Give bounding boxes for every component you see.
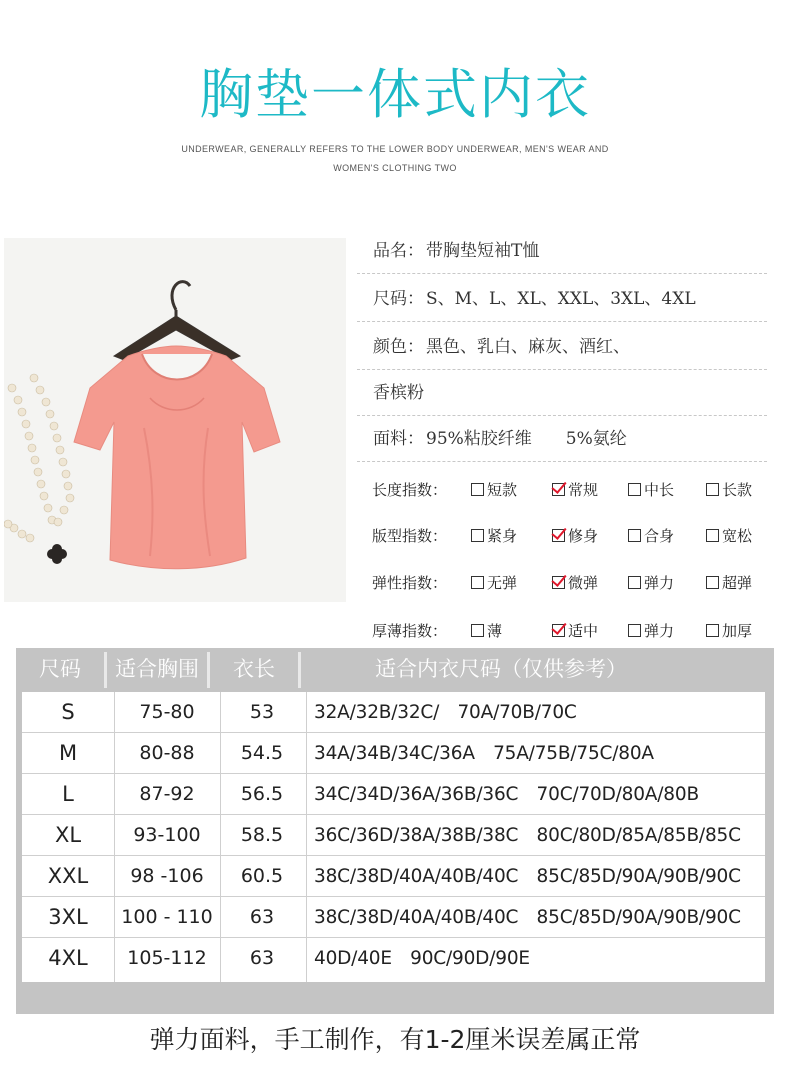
size-table-header	[16, 648, 774, 690]
index-option: 常规	[552, 479, 598, 500]
checkbox-icon	[706, 529, 719, 542]
index-option: 弹力	[628, 620, 674, 641]
cell-bra-size: 34C/34D/36A/36B/36C 70C/70D/80A/80B	[314, 784, 699, 805]
color-label: 颜色：	[373, 337, 424, 357]
index-option: 短款	[471, 479, 517, 500]
fabric-value: 95%粘胶纤维 5%氨纶	[426, 429, 627, 449]
page-title: 胸垫一体式内衣	[199, 63, 591, 126]
header-size: 尺码	[39, 657, 81, 681]
checked-checkbox-icon	[552, 624, 565, 637]
elasticity-index-row	[372, 570, 772, 596]
product-name-row	[357, 228, 767, 274]
index-option: 薄	[471, 620, 502, 641]
cell-bust: 105-112	[127, 947, 207, 969]
page-subtitle	[150, 140, 640, 178]
color-value-cont: 香槟粉	[373, 383, 424, 403]
cell-bust: 98 -106	[130, 865, 204, 887]
footer-note: 弹力面料，手工制作，有1-2厘米误差属正常	[149, 1025, 641, 1054]
cell-length: 54.5	[240, 742, 284, 764]
cell-bust: 100 - 110	[121, 906, 213, 928]
index-option: 微弹	[552, 572, 598, 593]
index-option: 紧身	[471, 525, 517, 546]
cell-length: 63	[249, 906, 275, 928]
checkbox-icon	[628, 483, 641, 496]
cell-size: L	[62, 782, 74, 806]
checkbox-icon	[628, 529, 641, 542]
header-length: 衣长	[233, 657, 275, 681]
index-label: 版型指数：	[372, 527, 448, 545]
checked-checkbox-icon	[552, 529, 565, 542]
cell-bra-size: 32A/32B/32C/ 70A/70B/70C	[314, 702, 577, 723]
table-row	[22, 692, 765, 733]
table-row	[22, 815, 765, 856]
index-label: 弹性指数：	[372, 574, 448, 592]
cell-length: 56.5	[240, 783, 284, 805]
subtitle-line-1: UNDERWEAR, GENERALLY REFERS TO THE LOWER BODY UNDERWEAR, MEN'S WEAR AND	[181, 144, 609, 154]
cell-size: 3XL	[48, 905, 88, 929]
table-row	[22, 938, 765, 979]
header-bra-size: 适合内衣尺码（仅供参考）	[375, 657, 627, 681]
index-option: 合身	[628, 525, 674, 546]
cell-bra-size: 36C/36D/38A/38B/38C 80C/80D/85A/85B/85C	[314, 825, 741, 846]
table-row	[22, 856, 765, 897]
fabric-row	[357, 416, 767, 462]
color-row	[357, 324, 767, 370]
cell-bust: 93-100	[133, 824, 201, 846]
color-value: 黑色、乳白、麻灰、酒红、	[426, 337, 630, 357]
column-divider	[306, 692, 307, 982]
fabric-label: 面料：	[373, 429, 424, 449]
index-option: 宽松	[706, 525, 752, 546]
index-option: 加厚	[706, 620, 752, 641]
table-row	[22, 897, 765, 938]
cell-length: 53	[249, 701, 275, 723]
checkbox-icon	[628, 576, 641, 589]
table-row	[22, 774, 765, 815]
index-option: 长款	[706, 479, 752, 500]
thickness-index-row	[372, 618, 772, 644]
index-option: 超弹	[706, 572, 752, 593]
checkbox-icon	[471, 576, 484, 589]
index-option: 中长	[628, 479, 674, 500]
color-row-cont	[357, 370, 767, 416]
cell-size: XXL	[47, 864, 89, 888]
checkbox-icon	[706, 576, 719, 589]
cell-size: 4XL	[48, 946, 88, 970]
checkbox-icon	[628, 624, 641, 637]
cell-bra-size: 38C/38D/40A/40B/40C 85C/85D/90A/90B/90C	[314, 907, 741, 928]
product-name-label: 品名：	[373, 241, 424, 261]
size-value: S、M、L、XL、XXL、3XL、4XL	[426, 289, 696, 309]
product-name-value: 带胸垫短袖T恤	[426, 241, 540, 261]
cell-size: M	[58, 741, 78, 765]
cell-bra-size: 40D/40E 90C/90D/90E	[314, 948, 530, 969]
cell-bra-size: 38C/38D/40A/40B/40C 85C/85D/90A/90B/90C	[314, 866, 741, 887]
cell-bra-size: 34A/34B/34C/36A 75A/75B/75C/80A	[314, 743, 654, 764]
checkbox-icon	[471, 624, 484, 637]
cell-length: 58.5	[240, 824, 284, 846]
length-index-row	[372, 477, 772, 503]
size-label: 尺码：	[373, 289, 424, 309]
cell-size: XL	[54, 823, 82, 847]
index-option: 弹力	[628, 572, 674, 593]
size-row	[357, 276, 767, 322]
column-divider	[114, 692, 115, 982]
cell-length: 63	[249, 947, 275, 969]
fit-index-row	[372, 523, 772, 549]
size-table-body	[22, 692, 765, 982]
index-option: 修身	[552, 525, 598, 546]
header-bust: 适合胸围	[115, 657, 199, 681]
checkbox-icon	[471, 483, 484, 496]
column-divider	[220, 692, 221, 982]
cell-length: 60.5	[240, 865, 284, 887]
checked-checkbox-icon	[552, 576, 565, 589]
index-label: 厚薄指数：	[372, 622, 448, 640]
table-row	[22, 733, 765, 774]
tshirt-illustration	[4, 238, 346, 602]
index-option: 无弹	[471, 572, 517, 593]
subtitle-line-2: WOMEN'S CLOTHING TWO	[333, 163, 457, 173]
cell-bust: 75-80	[139, 701, 195, 723]
checkbox-icon	[706, 483, 719, 496]
index-label: 长度指数：	[372, 481, 448, 499]
size-table	[16, 648, 774, 1014]
cell-bust: 80-88	[139, 742, 195, 764]
checkbox-icon	[706, 624, 719, 637]
product-photo	[4, 238, 346, 602]
checked-checkbox-icon	[552, 483, 565, 496]
checkbox-icon	[471, 529, 484, 542]
index-option: 适中	[552, 620, 598, 641]
cell-bust: 87-92	[139, 783, 195, 805]
cell-size: S	[61, 700, 75, 724]
